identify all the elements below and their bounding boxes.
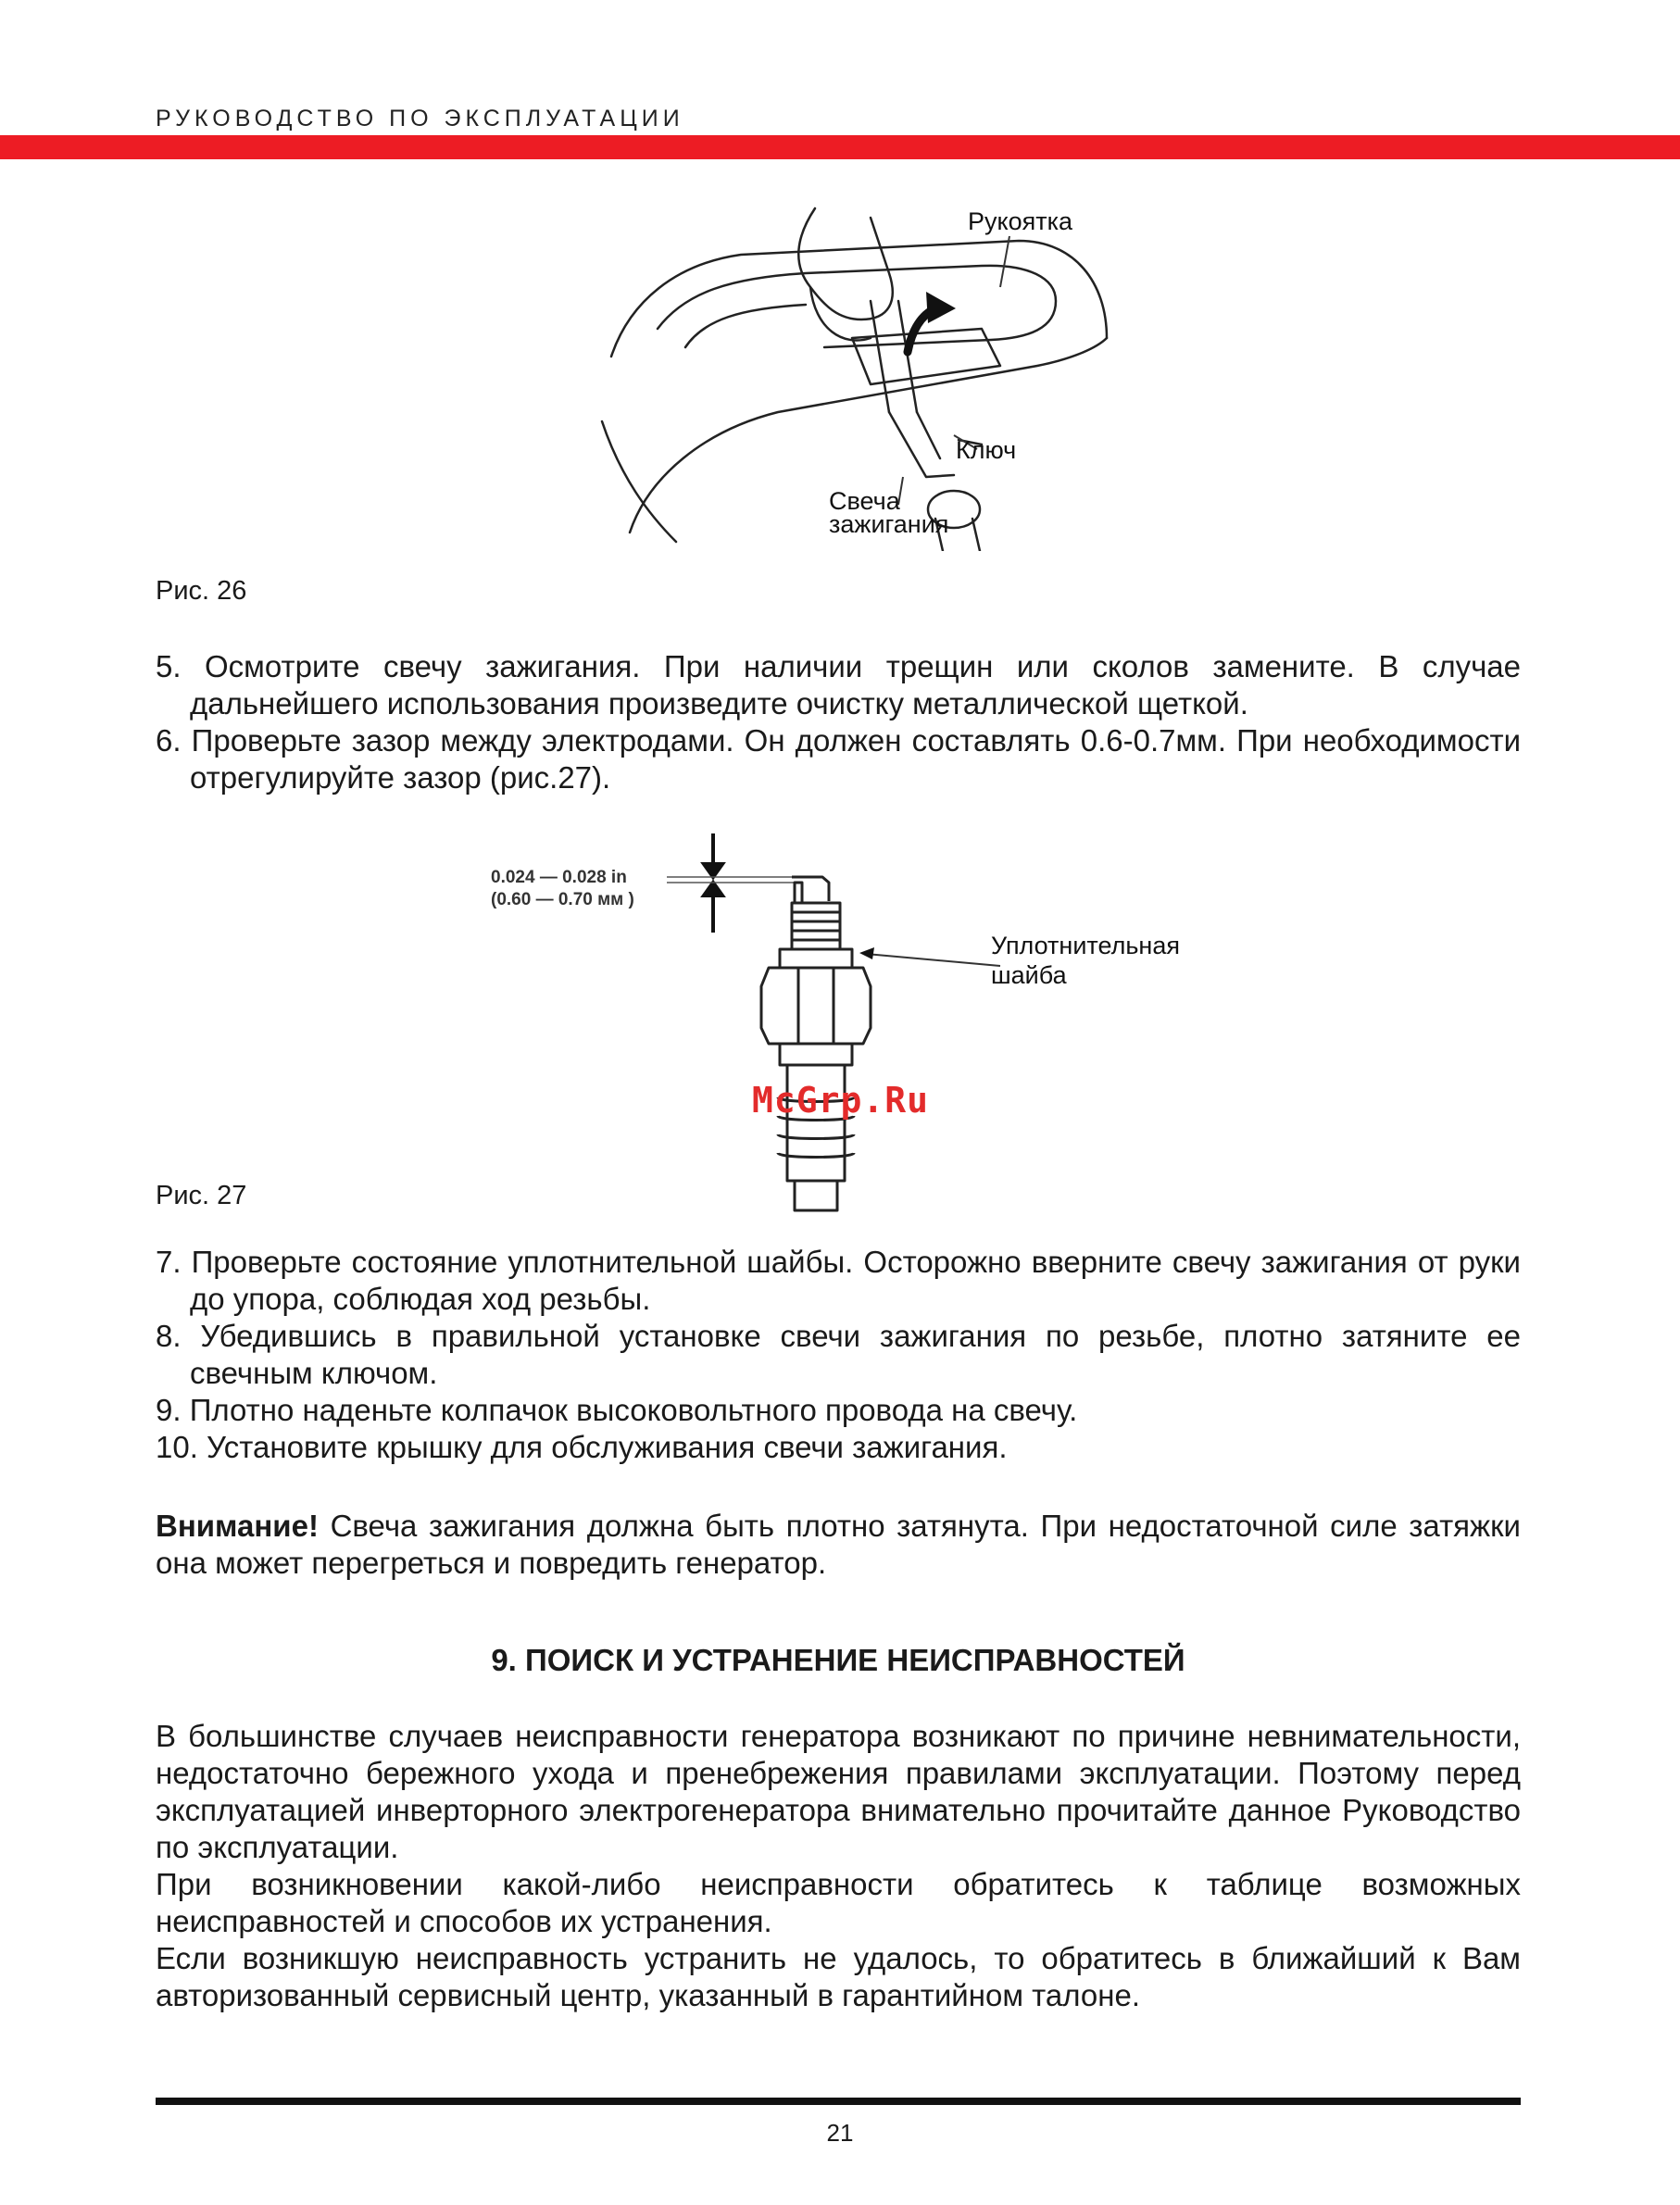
warning-lead: Внимание! bbox=[156, 1509, 319, 1543]
warning-paragraph bbox=[156, 1508, 1521, 1582]
header-title: РУКОВОДСТВО ПО ЭКСПЛУАТАЦИИ bbox=[156, 106, 684, 132]
gap-millimeters: (0.60 — 0.70 мм ) bbox=[491, 890, 634, 909]
figure-27-illustration bbox=[482, 829, 1222, 1218]
steps-5-6 bbox=[156, 648, 1521, 796]
list-item: 9. Плотно наденьте колпачок высоковольтного провода на свечу. bbox=[156, 1393, 1078, 1427]
list-item: 6. Проверьте зазор между электродами. Он должен составлять 0.6-0.7мм. При необходимости отрегулируйте зазор (рис.27). bbox=[156, 723, 1521, 795]
list-item: 10. Установите крышку для обслуживания свечи зажигания. bbox=[156, 1430, 1008, 1464]
label-spark-plug-line1: Свеча bbox=[829, 487, 900, 515]
figure-26-caption: Рис. 26 bbox=[156, 576, 247, 606]
gap-inches: 0.024 — 0.028 in bbox=[491, 868, 627, 887]
label-washer-line2: шайба bbox=[991, 961, 1067, 989]
section-paragraph: В большинстве случаев неисправности генератора возникают по причине невнимательности, недостаточно бережного ухода и пренебрежения правилами эксплуатации. Поэтому перед эксплуатацией инверторного электрогенератора внимательно прочитайте данное Руководство по эксплуатации. bbox=[156, 1719, 1521, 1864]
label-key: Ключ bbox=[956, 436, 1017, 464]
steps-7-10 bbox=[156, 1244, 1521, 1466]
label-handle: Рукоятка bbox=[968, 207, 1073, 235]
label-washer-line1: Уплотнительная bbox=[991, 932, 1180, 959]
section-body bbox=[156, 1718, 1521, 2014]
warning-text: Свеча зажигания должна быть плотно затянута. При недостаточной силе затяжки она может перегреться и повредить генератор. bbox=[156, 1509, 1521, 1580]
figure-27-caption: Рис. 27 bbox=[156, 1181, 247, 1210]
list-item: 7. Проверьте состояние уплотнительной шайбы. Осторожно вверните свечу зажигания от руки до упора, соблюдая ход резьбы. bbox=[156, 1245, 1521, 1316]
watermark: McGrp.Ru bbox=[752, 1080, 930, 1121]
header-red-band bbox=[0, 135, 1680, 159]
section-title: 9. ПОИСК И УСТРАНЕНИЕ НЕИСПРАВНОСТЕЙ bbox=[491, 1643, 1185, 1677]
label-spark-plug-line2: зажигания bbox=[829, 510, 949, 538]
list-item: 5. Осмотрите свечу зажигания. При наличии трещин или сколов замените. В случае дальнейшего использования произведите очистку металлической щеткой. bbox=[156, 649, 1521, 720]
figure-26-illustration bbox=[593, 199, 1111, 551]
page-number: 21 bbox=[826, 2119, 854, 2147]
footer-divider bbox=[156, 2098, 1521, 2105]
list-item: 8. Убедившись в правильной установке свечи зажигания по резьбе, плотно затяните ее свечным ключом. bbox=[156, 1319, 1521, 1390]
section-paragraph: При возникновении какой-либо неисправности обратитесь к таблице возможных неисправностей и способов их устранения. bbox=[156, 1867, 1521, 1938]
section-paragraph: Если возникшую неисправность устранить не удалось, то обратитесь в ближайший к Вам авторизованный сервисный центр, указанный в гарантийном талоне. bbox=[156, 1941, 1521, 2012]
